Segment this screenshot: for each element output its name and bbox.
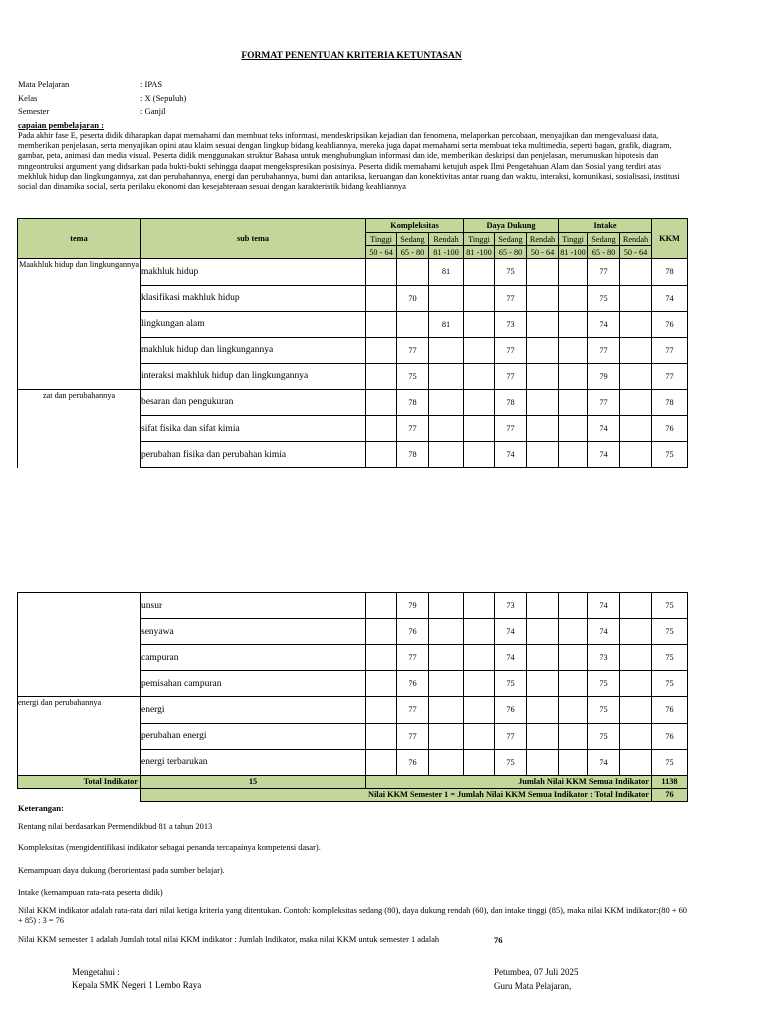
score-cell: [366, 285, 397, 311]
header-range: 50 - 64: [620, 246, 652, 259]
score-cell: 77: [495, 285, 527, 311]
score-cell: 76: [397, 619, 429, 645]
score-cell: 78: [397, 442, 429, 468]
table-row: [18, 389, 688, 416]
score-cell: [527, 671, 559, 697]
notes-heading: Keterangan:: [18, 803, 64, 813]
note-semester: Nilai KKM semester 1 adalah Jumlah total nilai KKM indikator : Jumlah Indikator, maka nilai KKM untuk semester 1 adalah: [18, 935, 440, 944]
score-cell: [527, 337, 559, 363]
sub-tema-cell: perubahan fisika dan perubahan kimia: [141, 442, 366, 468]
score-cell: [366, 311, 397, 337]
header-level: Rendah: [527, 233, 559, 246]
table-row: [18, 311, 688, 337]
score-cell: [527, 723, 559, 749]
table-row: [18, 671, 688, 697]
kkm-cell: 75: [652, 593, 688, 619]
score-cell: 76: [495, 697, 527, 724]
score-cell: [366, 723, 397, 749]
score-cell: [366, 442, 397, 468]
sub-tema-cell: senyawa: [141, 619, 366, 645]
score-cell: [464, 645, 495, 671]
sub-tema-cell: energi: [141, 697, 366, 724]
blank-cell: [18, 788, 141, 801]
score-cell: 74: [588, 442, 620, 468]
note-kompleksitas: Kompleksitas (mengidentifikasi indikator sebagai penanda tercapainya kompetensi dasar).: [18, 843, 321, 852]
tema-cell: [18, 619, 141, 645]
sub-tema-cell: besaran dan pengukuran: [141, 389, 366, 416]
score-cell: [620, 311, 652, 337]
acknowledged-label: Mengetahui :: [72, 967, 120, 977]
score-cell: 73: [495, 593, 527, 619]
semester-kkm-value: 76: [652, 788, 688, 801]
learning-outcomes-text: Pada akhir fase E, peserta didik diharapkan dapat memahami dan membuat teks informasi, mendeskripsikan kejadian dan fenomena, melaporkan percobaan, menyajikan dan mengevaluasi data, memberikan penjelasan, serta menyajikan opini atau klaim sesuai dengan lingkup bidang keahliannya, mereka juga dapat memahami serta membuat teka multimedia, seperti bagan, grafik, diagram, gambar, peta, animasi dan media visual. Peserta didik menggunakan struktur Bahasa untuk menghubungkan informasi dan ide, memberikan deskripsi dan penjelasan, merumuskan hipotesis dan mngeontruksi argument yang didsarkan pada bukti-bukti sehingga daapat mengekspresikan posisinya. Peserta didik memahami ketujuh aspek Ilmi Pengetahuan Alam dan Sosial yang terdiri atas mekhluk hidup dan lingkungannya, zat dan perubahannya, energi dan perubahannya, bumi dan antariksa, keruangan dan konektivitas antar ruang dan waktu, interaksi, komunikasi, sosialisasi, institusi social dan dinamika social, serta perilaku ekonomi dan kesejahteraan sesuai dengan karakteristik bidang keahliannya: [18, 131, 680, 192]
table-row: [18, 442, 688, 468]
score-cell: [464, 671, 495, 697]
sum-kkm-value: 1138: [652, 775, 688, 788]
score-cell: 81: [429, 259, 464, 286]
header-level: Rendah: [620, 233, 652, 246]
score-cell: [559, 311, 588, 337]
header-level: Rendah: [429, 233, 464, 246]
tema-cell: Maakhluk hidup dan lingkungannya: [18, 259, 141, 286]
score-cell: 77: [588, 389, 620, 416]
kkm-cell: 75: [652, 442, 688, 468]
score-cell: [464, 259, 495, 286]
sub-tema-cell: campuran: [141, 645, 366, 671]
header-level: Sedang: [588, 233, 620, 246]
header-range: 81 -100: [560, 247, 586, 257]
kkm-cell: 77: [652, 363, 688, 389]
score-cell: [527, 285, 559, 311]
score-cell: [620, 723, 652, 749]
score-cell: [366, 697, 397, 724]
sub-tema-cell: energi terbarukan: [141, 749, 366, 775]
score-cell: [366, 749, 397, 775]
score-cell: [620, 697, 652, 724]
document-title: FORMAT PENENTUAN KRITERIA KETUNTASAN: [241, 51, 462, 61]
kkm-cell: 78: [652, 259, 688, 286]
score-cell: [527, 697, 559, 724]
kkm-cell: 75: [652, 619, 688, 645]
score-cell: 77: [588, 337, 620, 363]
score-cell: 74: [495, 619, 527, 645]
score-cell: [527, 619, 559, 645]
header-intake: Intake: [559, 219, 652, 233]
header-range: 81 -100: [429, 246, 464, 259]
score-cell: 74: [588, 619, 620, 645]
score-cell: 74: [495, 442, 527, 468]
tema-cell: [18, 442, 141, 468]
table-row: [18, 749, 688, 775]
kkm-table-part-1: [17, 218, 688, 468]
score-cell: [559, 619, 588, 645]
table-row: [18, 363, 688, 389]
table-row: [18, 645, 688, 671]
kkm-table-part-2: [17, 592, 688, 802]
score-cell: [559, 442, 588, 468]
table-row: [18, 416, 688, 442]
score-cell: [527, 363, 559, 389]
kkm-cell: 75: [652, 749, 688, 775]
score-cell: [559, 389, 588, 416]
score-cell: [366, 363, 397, 389]
score-cell: [429, 363, 464, 389]
kkm-cell: 76: [652, 697, 688, 724]
semester-kkm-label: Nilai KKM Semester 1 = Jumlah Nilai KKM Semua Indikator : Total Indikator: [141, 788, 652, 801]
class-label: Kelas: [18, 93, 38, 103]
tema-cell: [18, 593, 141, 619]
header-level: Tinggi: [464, 233, 495, 246]
score-cell: [464, 619, 495, 645]
score-cell: [527, 259, 559, 286]
score-cell: [559, 671, 588, 697]
score-cell: [559, 416, 588, 442]
header-kompleksitas: Kompleksitas: [366, 219, 464, 233]
sub-tema-cell: makhluk hidup: [141, 259, 366, 286]
score-cell: [559, 259, 588, 286]
score-cell: [559, 645, 588, 671]
note-example: Nilai KKM indikator adalah rata-rata dari nilai ketiga kriteria yang ditentukan. Contoh: kompleksitas sedang (80), daya dukung rendah (60), dan intake tinggi (85), maka nilai KKM indikator:(80 + 60 + 85) : 3 = 76: [18, 906, 687, 926]
score-cell: [397, 259, 429, 286]
sub-tema-cell: unsur: [141, 593, 366, 619]
table-row: [18, 337, 688, 363]
header-daya-dukung: Daya Dukung: [464, 219, 559, 233]
total-indicator-value: 15: [141, 775, 366, 788]
score-cell: 79: [588, 363, 620, 389]
semester-label: Semester: [18, 106, 50, 116]
score-cell: [620, 619, 652, 645]
place-date: Petumbea, 07 Juli 2025: [494, 967, 579, 977]
score-cell: 73: [495, 311, 527, 337]
score-cell: [464, 311, 495, 337]
score-cell: [620, 442, 652, 468]
score-cell: [559, 285, 588, 311]
kkm-cell: 75: [652, 645, 688, 671]
header-tema: tema: [18, 219, 141, 259]
score-cell: 77: [397, 645, 429, 671]
score-cell: [527, 311, 559, 337]
score-cell: [620, 259, 652, 286]
score-cell: [366, 593, 397, 619]
score-cell: 75: [495, 671, 527, 697]
sum-kkm-label: Jumlah Nilai KKM Semua Indikator: [366, 775, 652, 788]
tema-cell: [18, 363, 141, 389]
score-cell: [620, 671, 652, 697]
note-daya-dukung: Kemampuan daya dukung (berorientasi pada sumber belajar).: [18, 866, 225, 875]
score-cell: 81: [429, 311, 464, 337]
score-cell: [429, 285, 464, 311]
sub-tema-cell: makhluk hidup dan lingkungannya: [141, 337, 366, 363]
header-range: 65 - 80: [495, 246, 527, 259]
score-cell: [464, 363, 495, 389]
score-cell: 79: [397, 593, 429, 619]
table-row: [18, 259, 688, 286]
score-cell: 78: [397, 389, 429, 416]
score-cell: [429, 389, 464, 416]
score-cell: [620, 337, 652, 363]
score-cell: 75: [588, 671, 620, 697]
score-cell: [464, 416, 495, 442]
score-cell: 74: [588, 749, 620, 775]
tema-cell: [18, 285, 141, 311]
score-cell: 75: [495, 749, 527, 775]
score-cell: 76: [397, 749, 429, 775]
score-cell: [429, 442, 464, 468]
score-cell: [366, 416, 397, 442]
header-level: Sedang: [397, 233, 429, 246]
score-cell: 75: [588, 697, 620, 724]
principal-title: Kepala SMK Negeri 1 Lembo Raya: [72, 980, 202, 990]
total-indicator-label: Total Indikator: [18, 775, 141, 788]
score-cell: [559, 723, 588, 749]
header-range: 65 - 80: [397, 246, 429, 259]
kkm-cell: 75: [652, 671, 688, 697]
score-cell: [429, 619, 464, 645]
table-row: [18, 285, 688, 311]
score-cell: [559, 363, 588, 389]
sub-tema-cell: klasifikasi makhluk hidup: [141, 285, 366, 311]
score-cell: [429, 593, 464, 619]
learning-outcomes-heading: capaian pembelajaran :: [18, 120, 104, 130]
score-cell: 77: [495, 363, 527, 389]
score-cell: [464, 697, 495, 724]
score-cell: [464, 749, 495, 775]
score-cell: [366, 337, 397, 363]
tema-cell: [18, 671, 141, 697]
score-cell: [620, 285, 652, 311]
header-range: 50 - 64: [527, 246, 559, 259]
kkm-cell: 76: [652, 416, 688, 442]
score-cell: [527, 442, 559, 468]
score-cell: [620, 645, 652, 671]
header-range: 65 - 80: [588, 246, 620, 259]
score-cell: 76: [397, 671, 429, 697]
teacher-title: Guru Mata Pelajaran,: [494, 981, 572, 991]
score-cell: [464, 723, 495, 749]
score-cell: [429, 697, 464, 724]
tema-cell: [18, 749, 141, 775]
score-cell: [620, 749, 652, 775]
table-row: [18, 593, 688, 619]
class-value: : X (Sepuluh): [140, 93, 187, 103]
kkm-cell: 76: [652, 311, 688, 337]
score-cell: [366, 389, 397, 416]
header-range: 50 - 64: [366, 246, 397, 259]
kkm-cell: 77: [652, 337, 688, 363]
header-kkm: KKM: [652, 219, 688, 259]
score-cell: [620, 416, 652, 442]
score-cell: 75: [588, 285, 620, 311]
note-intake: Intake (kemampuan rata-rata peserta didik): [18, 888, 163, 897]
score-cell: [397, 311, 429, 337]
score-cell: [464, 442, 495, 468]
score-cell: [464, 389, 495, 416]
score-cell: [429, 749, 464, 775]
score-cell: [527, 749, 559, 775]
tema-cell: [18, 645, 141, 671]
score-cell: 74: [588, 311, 620, 337]
score-cell: 70: [397, 285, 429, 311]
table-row: [18, 697, 688, 724]
score-cell: [620, 389, 652, 416]
sub-tema-cell: pemisahan campuran: [141, 671, 366, 697]
table-row: [18, 619, 688, 645]
score-cell: 74: [588, 593, 620, 619]
score-cell: [429, 645, 464, 671]
score-cell: [464, 593, 495, 619]
tema-cell: [18, 311, 141, 337]
kkm-cell: 76: [652, 723, 688, 749]
tema-cell: zat dan perubahannya: [18, 389, 141, 416]
score-cell: [620, 593, 652, 619]
table-row: [18, 723, 688, 749]
header-sub-tema: sub tema: [141, 219, 366, 259]
score-cell: [366, 619, 397, 645]
score-cell: 75: [495, 259, 527, 286]
tema-cell: [18, 723, 141, 749]
sub-tema-cell: perubahan energi: [141, 723, 366, 749]
sub-tema-cell: interaksi makhluk hidup dan lingkungannya: [141, 363, 366, 389]
score-cell: [429, 671, 464, 697]
score-cell: [527, 645, 559, 671]
score-cell: [559, 749, 588, 775]
score-cell: 73: [588, 645, 620, 671]
score-cell: [429, 723, 464, 749]
subject-value: : IPAS: [140, 79, 163, 89]
tema-cell: energi dan perubahannya: [18, 697, 141, 724]
score-cell: [559, 593, 588, 619]
score-cell: [366, 645, 397, 671]
score-cell: 74: [588, 416, 620, 442]
score-cell: [527, 389, 559, 416]
score-cell: [559, 697, 588, 724]
score-cell: 77: [495, 416, 527, 442]
score-cell: 77: [397, 723, 429, 749]
score-cell: [429, 337, 464, 363]
semester-value: : Ganjil: [140, 106, 166, 116]
score-cell: [366, 259, 397, 286]
tema-cell: [18, 416, 141, 442]
score-cell: 74: [495, 645, 527, 671]
sub-tema-cell: lingkungan alam: [141, 311, 366, 337]
score-cell: [620, 363, 652, 389]
header-level: Tinggi: [559, 233, 588, 246]
score-cell: 75: [588, 723, 620, 749]
tema-cell: [18, 337, 141, 363]
score-cell: 77: [588, 259, 620, 286]
score-cell: [527, 416, 559, 442]
sub-tema-cell: sifat fisika dan sifat kimia: [141, 416, 366, 442]
kkm-cell: 74: [652, 285, 688, 311]
score-cell: [464, 337, 495, 363]
score-cell: 75: [397, 363, 429, 389]
note-rentang: Rentang nilai berdasarkan Permendikbud 81 a tahun 2013: [18, 822, 213, 831]
score-cell: [527, 593, 559, 619]
kkm-cell: 78: [652, 389, 688, 416]
score-cell: 77: [397, 416, 429, 442]
subject-label: Mata Pelajaran: [18, 79, 70, 89]
score-cell: [429, 416, 464, 442]
score-cell: 77: [495, 337, 527, 363]
header-level: Sedang: [495, 233, 527, 246]
header-level: Tinggi: [366, 233, 397, 246]
score-cell: 77: [495, 723, 527, 749]
header-range: 81 -100: [464, 246, 495, 259]
score-cell: 78: [495, 389, 527, 416]
score-cell: [464, 285, 495, 311]
score-cell: [366, 671, 397, 697]
score-cell: 77: [397, 337, 429, 363]
score-cell: [559, 337, 588, 363]
score-cell: 77: [397, 697, 429, 724]
note-semester-value: 76: [494, 935, 503, 945]
